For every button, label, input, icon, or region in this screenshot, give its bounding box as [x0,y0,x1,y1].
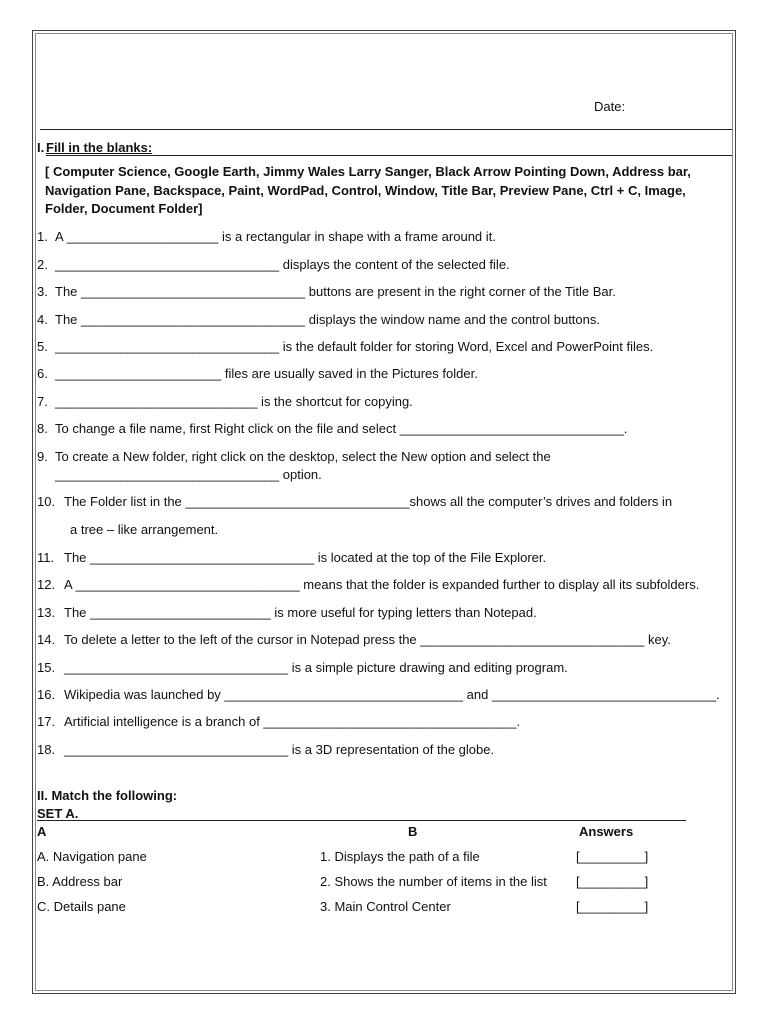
question-number: 12. [37,577,56,592]
answers-header: Answers [579,824,634,839]
question-text: To change a file name, first Right click on the file and select _______________________________. [55,421,628,436]
question-number: 13. [37,605,56,620]
question-number: 6. [37,366,48,381]
question-number: 18. [37,742,56,757]
question-number: 4. [37,312,48,327]
match-item-a: C. Details pane [37,899,126,914]
question-text: To create a New folder, right click on the desktop, select the New option and select the [55,449,551,464]
match-item-a: A. Navigation pane [37,849,147,864]
question-number: 7. [37,394,48,409]
question-text-continued: _______________________________ option. [55,467,322,482]
word-bank: [ Computer Science, Google Earth, Jimmy Wales Larry Sanger, Black Arrow Pointing Down, Address bar, Navigation Pane, Backspace, Paint, WordPad, Control, Window, Title Bar, Preview Pane, Ctrl + C, Image, Folder, Document Folder] [45,164,691,216]
question-number: 3. [37,284,48,299]
question-text: _______________________________ displays the content of the selected file. [55,257,510,272]
question-text-continued: a tree – like arrangement. [70,522,219,537]
question-text: _______________________________ is a 3D representation of the globe. [64,742,495,757]
question-number: 5. [37,339,48,354]
question-text: _______________________ files are usually saved in the Pictures folder. [55,366,478,381]
question-number: 9. [37,449,48,464]
question-text: Artificial intelligence is a branch of ___________________________________. [64,714,521,729]
section1-number: I. [37,140,45,155]
section1-divider [46,155,732,156]
question-text: ____________________________ is the shortcut for copying. [55,394,413,409]
question-number: 16. [37,687,56,702]
question-text: The Folder list in the _______________________________shows all the computer’s drives and folders in [64,494,673,509]
section1-heading: Fill in the blanks: [46,140,153,155]
answer-blank: [_________] [576,849,649,864]
question-text: Wikipedia was launched by _________________________________ and _______________________________. [64,687,720,702]
question-text: The _______________________________ is located at the top of the File Explorer. [64,550,547,565]
answer-blank: [_________] [576,899,649,914]
question-number: 8. [37,421,48,436]
question-number: 10. [37,494,56,509]
date-label: Date: [594,99,626,114]
question-text: To delete a letter to the left of the cursor in Notepad press the _______________________________ key. [64,632,671,647]
answer-blank: [_________] [576,874,649,889]
match-item-b: 3. Main Control Center [320,899,451,914]
question-number: 1. [37,229,48,244]
column-b-header: B [408,824,418,839]
question-text: The _______________________________ buttons are present in the right corner of the Title Bar. [55,284,616,299]
question-text: A _____________________ is a rectangular in shape with a frame around it. [55,229,496,244]
question-number: 15. [37,660,56,675]
question-number: 17. [37,714,56,729]
column-a-header: A [37,824,47,839]
section2-divider [37,820,686,821]
match-item-a: B. Address bar [37,874,123,889]
question-text: _______________________________ is the default folder for storing Word, Excel and PowerPoint files. [55,339,654,354]
header-divider [40,129,732,130]
question-text: _______________________________ is a simple picture drawing and editing program. [64,660,568,675]
match-item-b: 1. Displays the path of a file [320,849,480,864]
question-number: 14. [37,632,56,647]
section2-heading: II. Match the following: [37,788,178,803]
match-item-b: 2. Shows the number of items in the list [320,874,547,889]
question-text: The _________________________ is more useful for typing letters than Notepad. [64,605,537,620]
question-text: The _______________________________ displays the window name and the control buttons. [55,312,600,327]
question-number: 2. [37,257,48,272]
set-label: SET A. [37,806,79,821]
question-text: A _______________________________ means that the folder is expanded further to display all its subfolders. [64,577,700,592]
question-number: 11. [37,550,55,565]
